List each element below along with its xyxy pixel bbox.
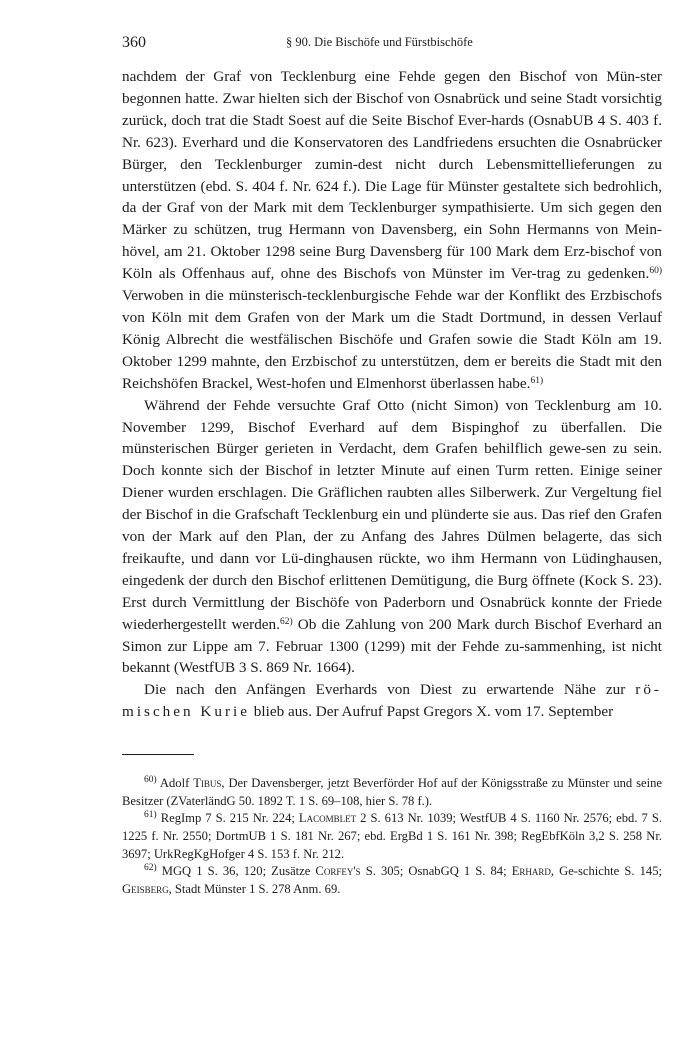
footnote-62-mark: 62) xyxy=(144,863,157,874)
footnote-60-author: Tibus xyxy=(193,776,222,791)
footnote-62 xyxy=(122,863,662,898)
footnote-62-author-1: Corfey's xyxy=(315,864,361,879)
paragraph-2-text-a: Während der Fehde versuchte Graf Otto (nicht Simon) von Tecklenburg am 10. November 1299, Bischof Everhard auf dem Bispinghof zu überfallen. Die münsterischen Bürger gerieten in Verdacht, dem Grafen behilflich gewe-sen zu sein. Doch konnte sich der Bischof in letzter Minute auf einen Turm retten. Einige seiner Diener wurden erschlagen. Die Gräflichen raubten alles Silberwerk. Zur Vergeltung fiel der Bischof in die Grafschaft Tecklenburg ein und plünderte sie aus. Das rief den Grafen von der Mark auf den Plan, der zu Anfang des Jahres Dülmen belagerte, das sich freikaufte, und dann vor Lü-dinghausen rückte, wo ihm Hermann von Lüdinghausen, eingedenk der durch den Bischof erlittenen Demütigung, die Burg öffnete (Kock S. 23). Erst durch Vermittlung der Bischöfe von Paderborn und Osnabrück konnte der Friede wiederhergestellt werden. xyxy=(122,396,662,633)
footnotes xyxy=(122,775,662,898)
footnote-62-text-d: , Stadt Münster 1 S. 278 Anm. 69. xyxy=(168,881,341,896)
footnote-60-text-b: , Der Davensberger, jetzt Beverförder Hof auf der Königsstraße zu Münster und seine Besitzer (ZVaterländG 50. 1892 T. 1 S. 69–108, hier S. 78 f.). xyxy=(122,776,663,808)
footnote-60 xyxy=(122,775,662,810)
footnote-ref-61[interactable]: 61) xyxy=(530,375,544,386)
spaced-term: rö-mischen Kurie xyxy=(122,681,662,721)
page-number: 360 xyxy=(122,34,146,51)
paragraph-2 xyxy=(122,395,662,680)
footnote-60-mark: 60) xyxy=(144,775,157,786)
running-head xyxy=(122,34,662,56)
paragraph-1 xyxy=(122,66,662,395)
footnote-62-text-c: , Ge-schichte S. 145; xyxy=(550,864,662,879)
footnote-60-text-a: Adolf xyxy=(156,776,194,791)
footnote-divider xyxy=(122,754,194,755)
footnote-62-text-b: S. 305; OsnabGQ 1 S. 84; xyxy=(360,864,512,879)
footnote-62-author-3: Geisberg xyxy=(122,881,169,896)
running-title: § 90. Die Bischöfe und Fürstbischöfe xyxy=(286,35,473,49)
footnote-61-mark: 61) xyxy=(144,810,157,821)
paragraph-3-text-b: blieb aus. Der Aufruf Papst Gregors X. vom 17. September xyxy=(250,703,614,721)
footnote-61-author: Lacomblet xyxy=(298,811,357,826)
paragraph-2-text-b: Ob die Zahlung von 200 Mark durch Bischof Everhard an Simon zur Lippe am 7. Februar 1300 (1299) mit der Fehde zu-sammenhing, ist nicht bekannt (WestfUB 3 S. 869 Nr. 1664). xyxy=(122,615,662,677)
footnote-ref-60[interactable]: 60) xyxy=(649,266,662,277)
paragraph-3-text-a: Die nach den Anfängen Everhards von Diest zu erwartende Nähe zur xyxy=(144,681,636,699)
footnote-61-text-a: RegImp 7 S. 215 Nr. 224; xyxy=(156,811,299,826)
book-page xyxy=(122,34,662,898)
body-text xyxy=(122,66,662,723)
footnote-ref-62[interactable]: 62) xyxy=(279,616,293,627)
paragraph-3 xyxy=(122,679,662,723)
paragraph-1-text-b: Verwoben in die münsterisch-tecklenburgische Fehde war der Konflikt des Erzbischofs von Köln mit dem Grafen von der Mark um die Stadt Dortmund, in dessen Verlauf König Albrecht die westfälischen Bischöfe und Grafen sowie die Stadt Köln am 19. Oktober 1299 mahnte, den Erzbischof zu unterstützen, dem er bereits die Stadt mit den Reichshöfen Brackel, West-hofen und Elmenhorst überlassen habe. xyxy=(122,287,662,392)
footnote-61-text-b: 2 S. 613 Nr. 1039; WestfUB 4 S. 1160 Nr. 2576; ebd. 7 S. 1225 f. Nr. 2550; DortmUB 1 S. 181 Nr. 267; ebd. ErgBd 1 S. 161 Nr. 398; RegEbfKöln 3,2 S. 258 Nr. 3697; UrkRegKgHofger 4 S. 153 f. Nr. 212. xyxy=(122,811,662,861)
footnote-61 xyxy=(122,810,662,863)
paragraph-1-text-a: nachdem der Graf von Tecklenburg eine Fehde gegen den Bischof von Mün-ster begonnen hatte. Zwar hielten sich der Bischof von Osnabrück und seine Stadt vorsichtig zurück, doch trat die Stadt Soest auf die Seite Bischof Ever-hards (OsnabUB 4 S. 403 f. Nr. 623). Everhard und die Konservatoren des Landfriedens ersuchten die Osnabrücker Bürger, den Tecklenburger zumin-dest nicht durch Lebensmittellieferungen zu unterstützen (ebd. S. 404 f. Nr. 624 f.). Die Lage für Münster gestaltete sich bedrohlich, da der Graf von der Mark mit dem Tecklenburger sympathisierte. Um sich gegen den Märker zu schützen, trug Hermann von Davensberg, ein Sohn Hermanns von Mein-hövel, am 21. Oktober 1298 seine Burg Davensberg für 100 Mark dem Erz-bischof von Köln als Offenhaus auf, ohne des Bischofs von Münster im Ver-trag zu gedenken. xyxy=(122,68,662,283)
footnote-62-author-2: Erhard xyxy=(511,864,551,879)
footnote-62-text-a: MGQ 1 S. 36, 120; Zusätze xyxy=(156,864,316,879)
